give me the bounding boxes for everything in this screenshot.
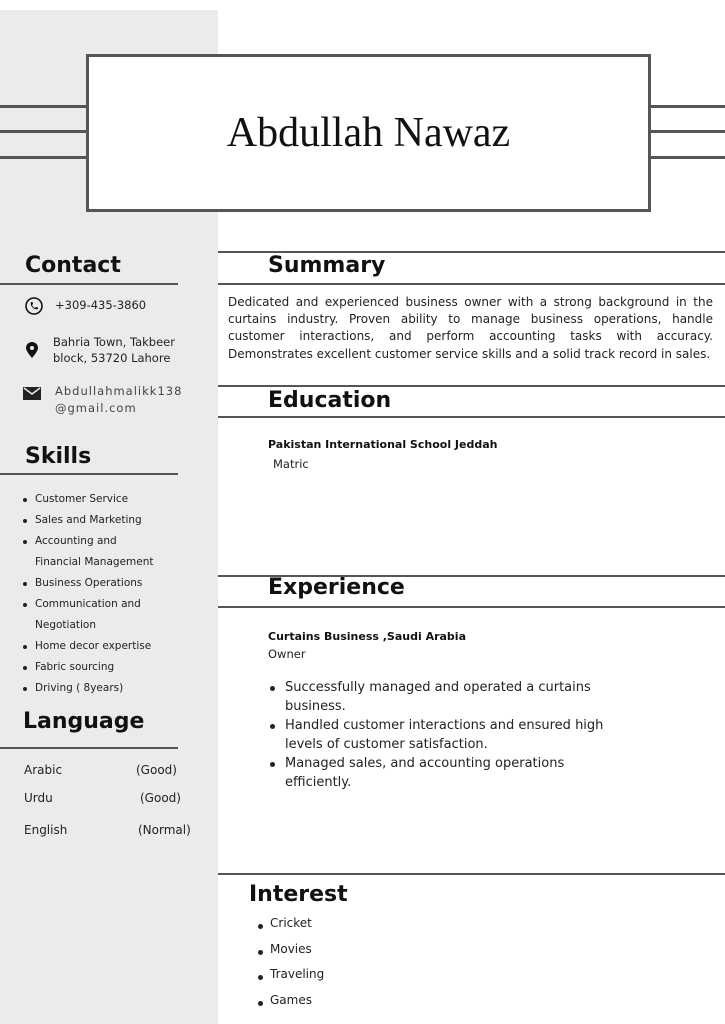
decor-line [0, 130, 90, 133]
divider [218, 416, 725, 418]
decor-line [0, 105, 90, 108]
name-header [86, 54, 651, 212]
decor-line [648, 105, 725, 108]
experience-bullet: Handled customer interactions and ensured high levels of customer satisfaction. [268, 716, 628, 754]
summary-title: Summary [268, 253, 386, 278]
skills-title: Skills [25, 444, 92, 469]
divider [218, 606, 725, 608]
language-name: Urdu [24, 791, 53, 805]
skill-item: Accounting and [22, 531, 153, 552]
divider [218, 283, 725, 285]
decor-line [0, 156, 90, 159]
decor-line [648, 130, 725, 133]
candidate-name: Abdullah Nawaz [226, 110, 511, 156]
language-title: Language [23, 709, 145, 734]
contact-title: Contact [25, 253, 121, 278]
skill-item: Communication and [22, 594, 153, 615]
interest-item: Traveling [256, 967, 324, 993]
language-level: (Good) [140, 791, 181, 805]
education-title: Education [268, 388, 392, 413]
location-pin-icon [26, 342, 38, 362]
experience-bullet: Managed sales, and accounting operations efficiently. [268, 754, 628, 792]
school-name: Pakistan International School Jeddah [268, 438, 498, 451]
language-name: Arabic [24, 763, 63, 777]
skill-item: Fabric sourcing [22, 657, 153, 678]
address: Bahria Town, Takbeer block, 53720 Lahore [53, 335, 175, 365]
phone-number: +309-435-3860 [55, 298, 147, 312]
email-icon [23, 385, 41, 404]
interest-list [256, 916, 324, 1018]
skill-item: Home decor expertise [22, 636, 153, 657]
interest-item: Games [256, 993, 324, 1019]
divider [0, 473, 178, 475]
divider [0, 283, 178, 285]
language-level: (Good) [136, 763, 177, 777]
interest-title: Interest [249, 882, 348, 907]
phone-icon [25, 297, 43, 319]
skill-item: Driving ( 8years) [22, 678, 153, 699]
divider [218, 873, 725, 875]
decor-line [648, 156, 725, 159]
skill-item: Business Operations [22, 573, 153, 594]
skill-item-continued: Negotiation [35, 619, 96, 631]
skill-item: Sales and Marketing [22, 510, 153, 531]
degree: Matric [273, 457, 309, 471]
experience-bullet: Successfully managed and operated a curtains business. [268, 678, 628, 716]
experience-bullets [268, 678, 628, 792]
skill-item: Customer Service [22, 489, 153, 510]
interest-item: Movies [256, 942, 324, 968]
job-role: Owner [268, 647, 306, 661]
experience-title: Experience [268, 575, 405, 600]
language-level: (Normal) [138, 823, 191, 837]
email [55, 383, 182, 417]
skills-list [22, 489, 153, 699]
interest-item: Cricket [256, 916, 324, 942]
company-name: Curtains Business ,Saudi Arabia [268, 630, 466, 643]
summary-text: Dedicated and experienced business owner with a strong background in the curtains industry. Proven ability to manage business operations, handle customer interactions, and perform accounting tasks with accuracy. Demonstrates excellent customer service skills and a solid track record in sales. [228, 295, 713, 361]
skill-item-continued: Financial Management [35, 556, 154, 568]
email-line: @gmail.com [55, 401, 137, 415]
email-line: Abdullahmalikk138 [55, 384, 183, 398]
divider [218, 385, 725, 387]
language-name: English [24, 823, 68, 837]
divider [0, 747, 178, 749]
